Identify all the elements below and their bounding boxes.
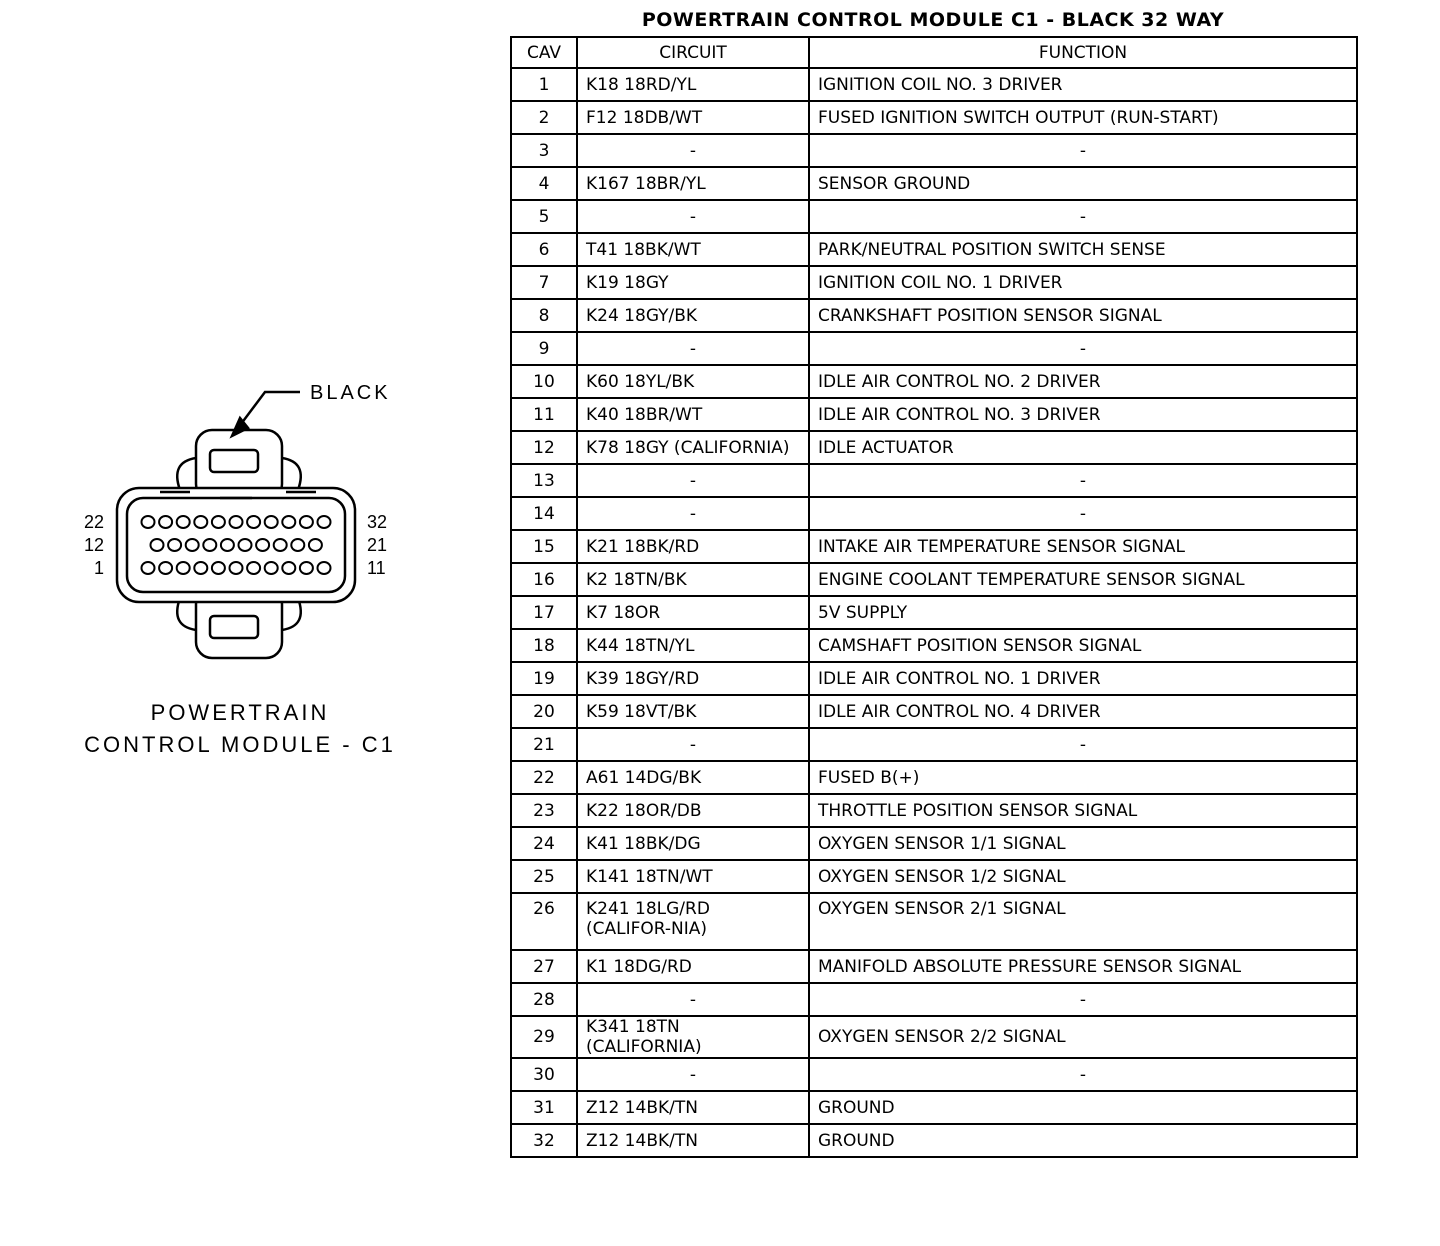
- table-row: [511, 1124, 1357, 1157]
- table-row: [511, 728, 1357, 761]
- table-row: [511, 1058, 1357, 1091]
- function-cell: GROUND: [809, 1091, 1357, 1124]
- cav-cell: 20: [511, 695, 577, 728]
- circuit-cell: -: [577, 1058, 809, 1091]
- circuit-cell: K341 18TN (CALIFORNIA): [577, 1016, 809, 1058]
- connector-body: [117, 488, 355, 602]
- top-latch-window: [210, 450, 258, 472]
- table-row: [511, 662, 1357, 695]
- cav-cell: 18: [511, 629, 577, 662]
- module-name-line1: POWERTRAIN: [150, 700, 330, 725]
- cav-cell: 31: [511, 1091, 577, 1124]
- function-cell: CRANKSHAFT POSITION SENSOR SIGNAL: [809, 299, 1357, 332]
- circuit-cell: K21 18BK/RD: [577, 530, 809, 563]
- cav-cell: 4: [511, 167, 577, 200]
- cav-cell: 9: [511, 332, 577, 365]
- pinout-table-body: [511, 68, 1357, 1157]
- cav-cell: 17: [511, 596, 577, 629]
- table-row: [511, 983, 1357, 1016]
- table-row: [511, 1016, 1357, 1058]
- function-cell: -: [809, 332, 1357, 365]
- circuit-cell: -: [577, 464, 809, 497]
- table-row: [511, 596, 1357, 629]
- cav-cell: 30: [511, 1058, 577, 1091]
- table-row: [511, 431, 1357, 464]
- header-cav: CAV: [511, 37, 577, 68]
- table-row: [511, 695, 1357, 728]
- table-row: [511, 629, 1357, 662]
- header-function: FUNCTION: [809, 37, 1357, 68]
- circuit-cell: K24 18GY/BK: [577, 299, 809, 332]
- function-cell: OXYGEN SENSOR 1/1 SIGNAL: [809, 827, 1357, 860]
- function-cell: OXYGEN SENSOR 1/2 SIGNAL: [809, 860, 1357, 893]
- function-cell: THROTTLE POSITION SENSOR SIGNAL: [809, 794, 1357, 827]
- function-cell: IDLE AIR CONTROL NO. 2 DRIVER: [809, 365, 1357, 398]
- table-row: [511, 563, 1357, 596]
- function-cell: ENGINE COOLANT TEMPERATURE SENSOR SIGNAL: [809, 563, 1357, 596]
- function-cell: FUSED B(+): [809, 761, 1357, 794]
- cav-cell: 5: [511, 200, 577, 233]
- table-header-row: [511, 37, 1357, 68]
- leader-line: [238, 392, 300, 428]
- function-cell: INTAKE AIR TEMPERATURE SENSOR SIGNAL: [809, 530, 1357, 563]
- circuit-cell: K2 18TN/BK: [577, 563, 809, 596]
- table-row: [511, 167, 1357, 200]
- circuit-cell: K241 18LG/RD (CALIFOR-NIA): [577, 893, 809, 950]
- circuit-cell: K78 18GY (CALIFORNIA): [577, 431, 809, 464]
- table-title: POWERTRAIN CONTROL MODULE C1 - BLACK 32 WAY: [641, 9, 1225, 31]
- cav-cell: 24: [511, 827, 577, 860]
- cav-cell: 1: [511, 68, 577, 101]
- circuit-cell: K7 18OR: [577, 596, 809, 629]
- function-cell: -: [809, 464, 1357, 497]
- pin-label-32: 32: [367, 512, 388, 532]
- cav-cell: 26: [511, 893, 577, 950]
- table-row: [511, 101, 1357, 134]
- circuit-cell: -: [577, 983, 809, 1016]
- function-cell: PARK/NEUTRAL POSITION SWITCH SENSE: [809, 233, 1357, 266]
- cav-cell: 23: [511, 794, 577, 827]
- circuit-cell: Z12 14BK/TN: [577, 1124, 809, 1157]
- pin-label-11: 11: [367, 558, 386, 578]
- circuit-cell: -: [577, 134, 809, 167]
- cav-cell: 7: [511, 266, 577, 299]
- circuit-cell: K39 18GY/RD: [577, 662, 809, 695]
- pin-label-21: 21: [367, 535, 388, 555]
- table-row: [511, 68, 1357, 101]
- cav-cell: 29: [511, 1016, 577, 1058]
- table-row: [511, 530, 1357, 563]
- circuit-cell: K59 18VT/BK: [577, 695, 809, 728]
- table-row: [511, 332, 1357, 365]
- circuit-cell: K167 18BR/YL: [577, 167, 809, 200]
- function-cell: CAMSHAFT POSITION SENSOR SIGNAL: [809, 629, 1357, 662]
- circuit-cell: K40 18BR/WT: [577, 398, 809, 431]
- pinout-table: [510, 36, 1358, 1158]
- circuit-cell: K19 18GY: [577, 266, 809, 299]
- function-cell: SENSOR GROUND: [809, 167, 1357, 200]
- table-row: [511, 233, 1357, 266]
- bottom-latch-window: [210, 616, 258, 638]
- circuit-cell: K41 18BK/DG: [577, 827, 809, 860]
- function-cell: IDLE ACTUATOR: [809, 431, 1357, 464]
- circuit-cell: K141 18TN/WT: [577, 860, 809, 893]
- function-cell: GROUND: [809, 1124, 1357, 1157]
- header-circuit: CIRCUIT: [577, 37, 809, 68]
- table-row: [511, 497, 1357, 530]
- table-row: [511, 827, 1357, 860]
- table-row: [511, 464, 1357, 497]
- cav-cell: 32: [511, 1124, 577, 1157]
- table-row: [511, 398, 1357, 431]
- function-cell: -: [809, 1058, 1357, 1091]
- function-cell: OXYGEN SENSOR 2/1 SIGNAL: [809, 893, 1357, 950]
- cav-cell: 10: [511, 365, 577, 398]
- connector-diagram: [60, 370, 420, 770]
- circuit-cell: K1 18DG/RD: [577, 950, 809, 983]
- function-cell: -: [809, 983, 1357, 1016]
- function-cell: OXYGEN SENSOR 2/2 SIGNAL: [809, 1016, 1357, 1058]
- cav-cell: 11: [511, 398, 577, 431]
- table-row: [511, 860, 1357, 893]
- cav-cell: 21: [511, 728, 577, 761]
- cav-cell: 8: [511, 299, 577, 332]
- table-row: [511, 134, 1357, 167]
- cav-cell: 13: [511, 464, 577, 497]
- circuit-cell: K44 18TN/YL: [577, 629, 809, 662]
- function-cell: MANIFOLD ABSOLUTE PRESSURE SENSOR SIGNAL: [809, 950, 1357, 983]
- function-cell: IDLE AIR CONTROL NO. 3 DRIVER: [809, 398, 1357, 431]
- circuit-cell: -: [577, 497, 809, 530]
- arrow-head-icon: [232, 418, 248, 436]
- cav-cell: 2: [511, 101, 577, 134]
- function-cell: -: [809, 728, 1357, 761]
- function-cell: -: [809, 200, 1357, 233]
- pin-label-22: 22: [83, 512, 104, 532]
- function-cell: -: [809, 497, 1357, 530]
- function-cell: -: [809, 134, 1357, 167]
- module-name-line2: CONTROL MODULE - C1: [84, 732, 396, 757]
- connector-face-illustration: [60, 370, 420, 670]
- cav-cell: 12: [511, 431, 577, 464]
- cav-cell: 15: [511, 530, 577, 563]
- circuit-cell: Z12 14BK/TN: [577, 1091, 809, 1124]
- table-row: [511, 266, 1357, 299]
- cav-cell: 28: [511, 983, 577, 1016]
- circuit-cell: -: [577, 728, 809, 761]
- cav-cell: 27: [511, 950, 577, 983]
- cav-cell: 14: [511, 497, 577, 530]
- table-row: [511, 893, 1357, 950]
- table-row: [511, 794, 1357, 827]
- cav-cell: 3: [511, 134, 577, 167]
- table-row: [511, 365, 1357, 398]
- circuit-cell: K22 18OR/DB: [577, 794, 809, 827]
- circuit-cell: K60 18YL/BK: [577, 365, 809, 398]
- cav-cell: 19: [511, 662, 577, 695]
- table-row: [511, 299, 1357, 332]
- function-cell: IGNITION COIL NO. 3 DRIVER: [809, 68, 1357, 101]
- table-row: [511, 200, 1357, 233]
- circuit-cell: -: [577, 200, 809, 233]
- circuit-cell: T41 18BK/WT: [577, 233, 809, 266]
- function-cell: IGNITION COIL NO. 1 DRIVER: [809, 266, 1357, 299]
- table-row: [511, 950, 1357, 983]
- circuit-cell: K18 18RD/YL: [577, 68, 809, 101]
- function-cell: IDLE AIR CONTROL NO. 4 DRIVER: [809, 695, 1357, 728]
- table-row: [511, 1091, 1357, 1124]
- table-row: [511, 761, 1357, 794]
- function-cell: FUSED IGNITION SWITCH OUTPUT (RUN-START): [809, 101, 1357, 134]
- circuit-cell: A61 14DG/BK: [577, 761, 809, 794]
- connector-color-label: BLACK: [310, 382, 391, 404]
- cav-cell: 22: [511, 761, 577, 794]
- circuit-cell: F12 18DB/WT: [577, 101, 809, 134]
- pin-label-1: 1: [93, 558, 104, 578]
- cav-cell: 16: [511, 563, 577, 596]
- function-cell: 5V SUPPLY: [809, 596, 1357, 629]
- cav-cell: 6: [511, 233, 577, 266]
- circuit-cell: -: [577, 332, 809, 365]
- cav-cell: 25: [511, 860, 577, 893]
- pin-label-12: 12: [83, 535, 104, 555]
- function-cell: IDLE AIR CONTROL NO. 1 DRIVER: [809, 662, 1357, 695]
